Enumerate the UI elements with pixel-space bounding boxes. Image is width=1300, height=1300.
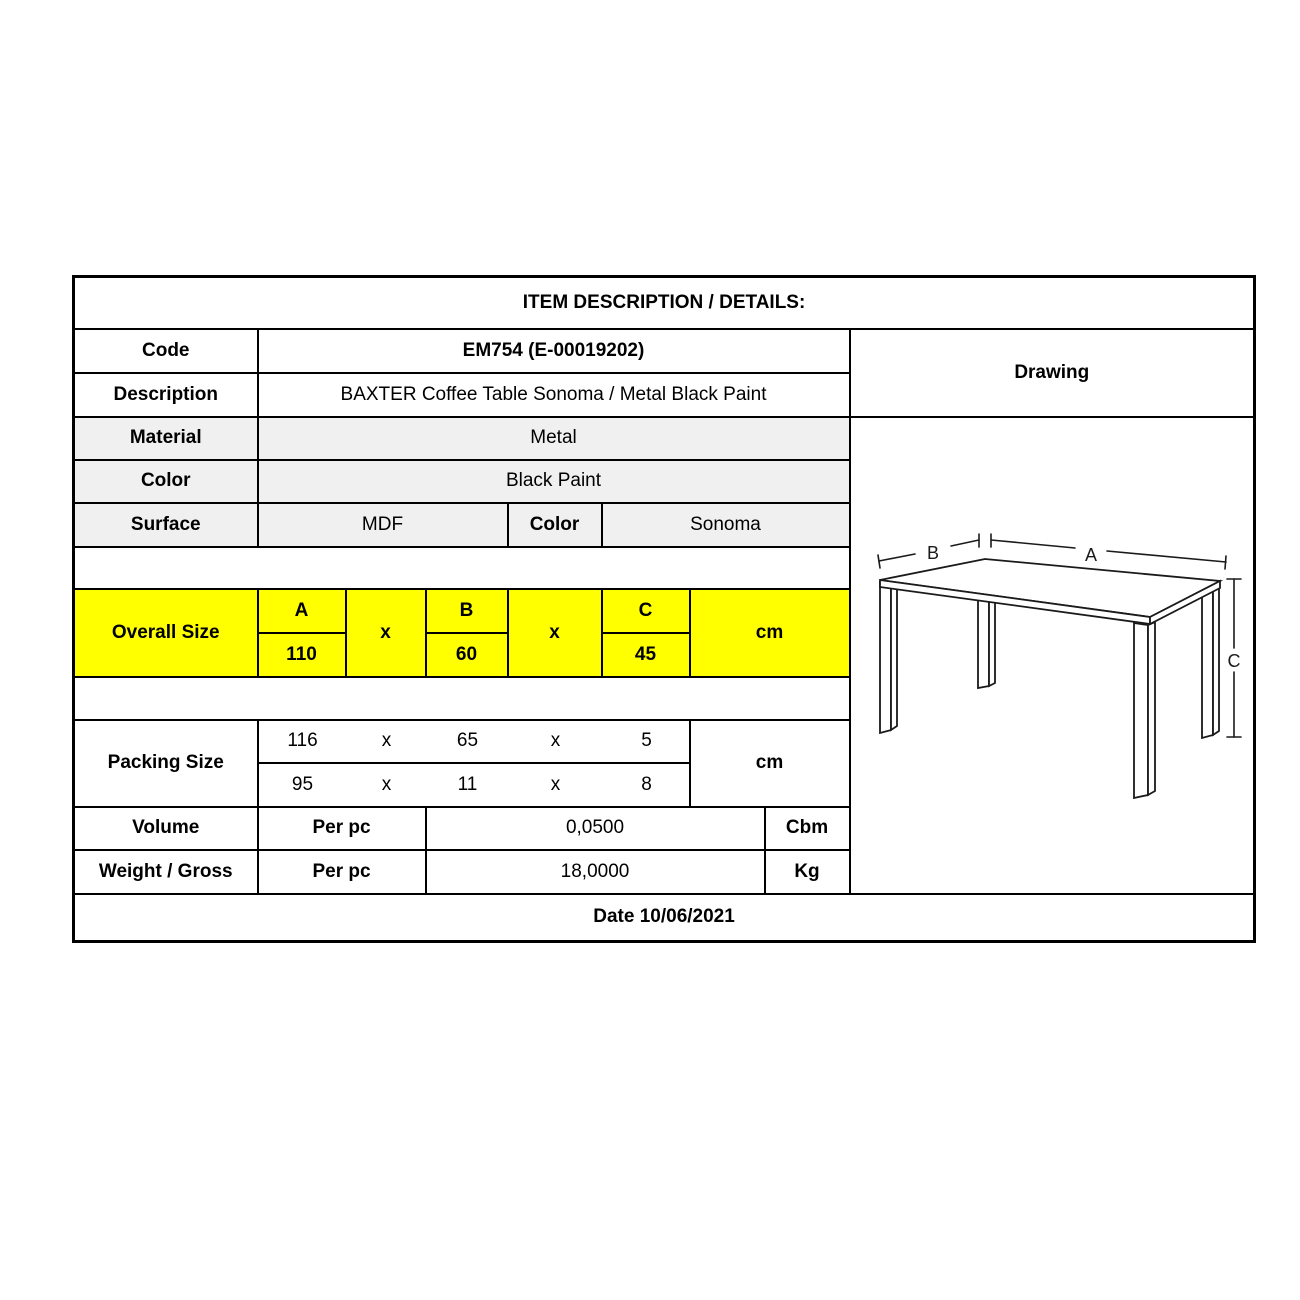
- spacer-row: [74, 547, 850, 589]
- date-row: Date 10/06/2021: [74, 894, 1255, 942]
- weight-label: Weight / Gross: [74, 850, 258, 894]
- packing-r2-v2: 11: [457, 773, 478, 795]
- packing-r2-sep1: x: [381, 773, 392, 795]
- overall-dim-a: A: [258, 589, 346, 633]
- material-value: Metal: [258, 417, 850, 460]
- surface-color-value: Sonoma: [602, 503, 850, 547]
- overall-val-b: 60: [426, 633, 508, 677]
- packing-row-1: [258, 720, 690, 763]
- surface-value: MDF: [258, 503, 508, 547]
- table-leg-front-right: [1134, 622, 1155, 798]
- material-label: Material: [74, 417, 258, 460]
- weight-value: 18,0000: [426, 850, 765, 894]
- table-leg-back-left: [978, 599, 995, 688]
- packing-r1-v1: 116: [287, 730, 318, 751]
- packing-r1-sep1: x: [381, 730, 392, 751]
- item-spec-table: [72, 275, 1256, 943]
- volume-label: Volume: [74, 807, 258, 850]
- volume-per: Per pc: [258, 807, 426, 850]
- sheet-title: ITEM DESCRIPTION / DETAILS:: [74, 277, 1255, 329]
- spacer-row: [74, 677, 850, 720]
- volume-value: 0,0500: [426, 807, 765, 850]
- description-label: Description: [74, 373, 258, 417]
- spec-table-wrapper: [72, 275, 1256, 943]
- table-leg-front-left: [880, 582, 897, 733]
- table-leg-back-right: [1202, 586, 1219, 738]
- packing-r2-v3: 8: [641, 773, 652, 795]
- overall-size-label: Overall Size: [74, 589, 258, 677]
- color-label: Color: [74, 460, 258, 503]
- weight-unit: Kg: [765, 850, 850, 894]
- packing-r1-sep2: x: [550, 730, 561, 751]
- overall-val-a: 110: [258, 633, 346, 677]
- color-value: Black Paint: [258, 460, 850, 503]
- weight-per: Per pc: [258, 850, 426, 894]
- overall-unit: cm: [690, 589, 850, 677]
- overall-sep-1: x: [346, 589, 426, 677]
- overall-sep-2: x: [508, 589, 602, 677]
- packing-r2-v1: 95: [291, 773, 314, 795]
- dimension-label-a: A: [1084, 544, 1097, 565]
- packing-r1-v3: 5: [641, 730, 652, 751]
- packing-row-2: [258, 763, 690, 807]
- code-value: EM754 (E-00019202): [258, 329, 850, 373]
- packing-r1-v2: 65: [456, 730, 479, 751]
- dimension-label-c: C: [1227, 650, 1240, 671]
- packing-r2-sep2: x: [550, 773, 561, 795]
- packing-unit: cm: [690, 720, 850, 807]
- volume-unit: Cbm: [765, 807, 850, 850]
- code-label: Code: [74, 329, 258, 373]
- packing-size-label: Packing Size: [74, 720, 258, 807]
- dimension-label-b: B: [926, 542, 939, 563]
- drawing-panel-title: Drawing: [850, 329, 1255, 417]
- drawing-panel: [850, 417, 1255, 894]
- surface-color-label: Color: [508, 503, 602, 547]
- surface-label: Surface: [74, 503, 258, 547]
- table-top: [880, 559, 1220, 624]
- description-value: BAXTER Coffee Table Sonoma / Metal Black Paint: [258, 373, 850, 417]
- overall-val-c: 45: [602, 633, 690, 677]
- overall-dim-c: C: [602, 589, 690, 633]
- overall-dim-b: B: [426, 589, 508, 633]
- table-drawing: [851, 418, 1252, 891]
